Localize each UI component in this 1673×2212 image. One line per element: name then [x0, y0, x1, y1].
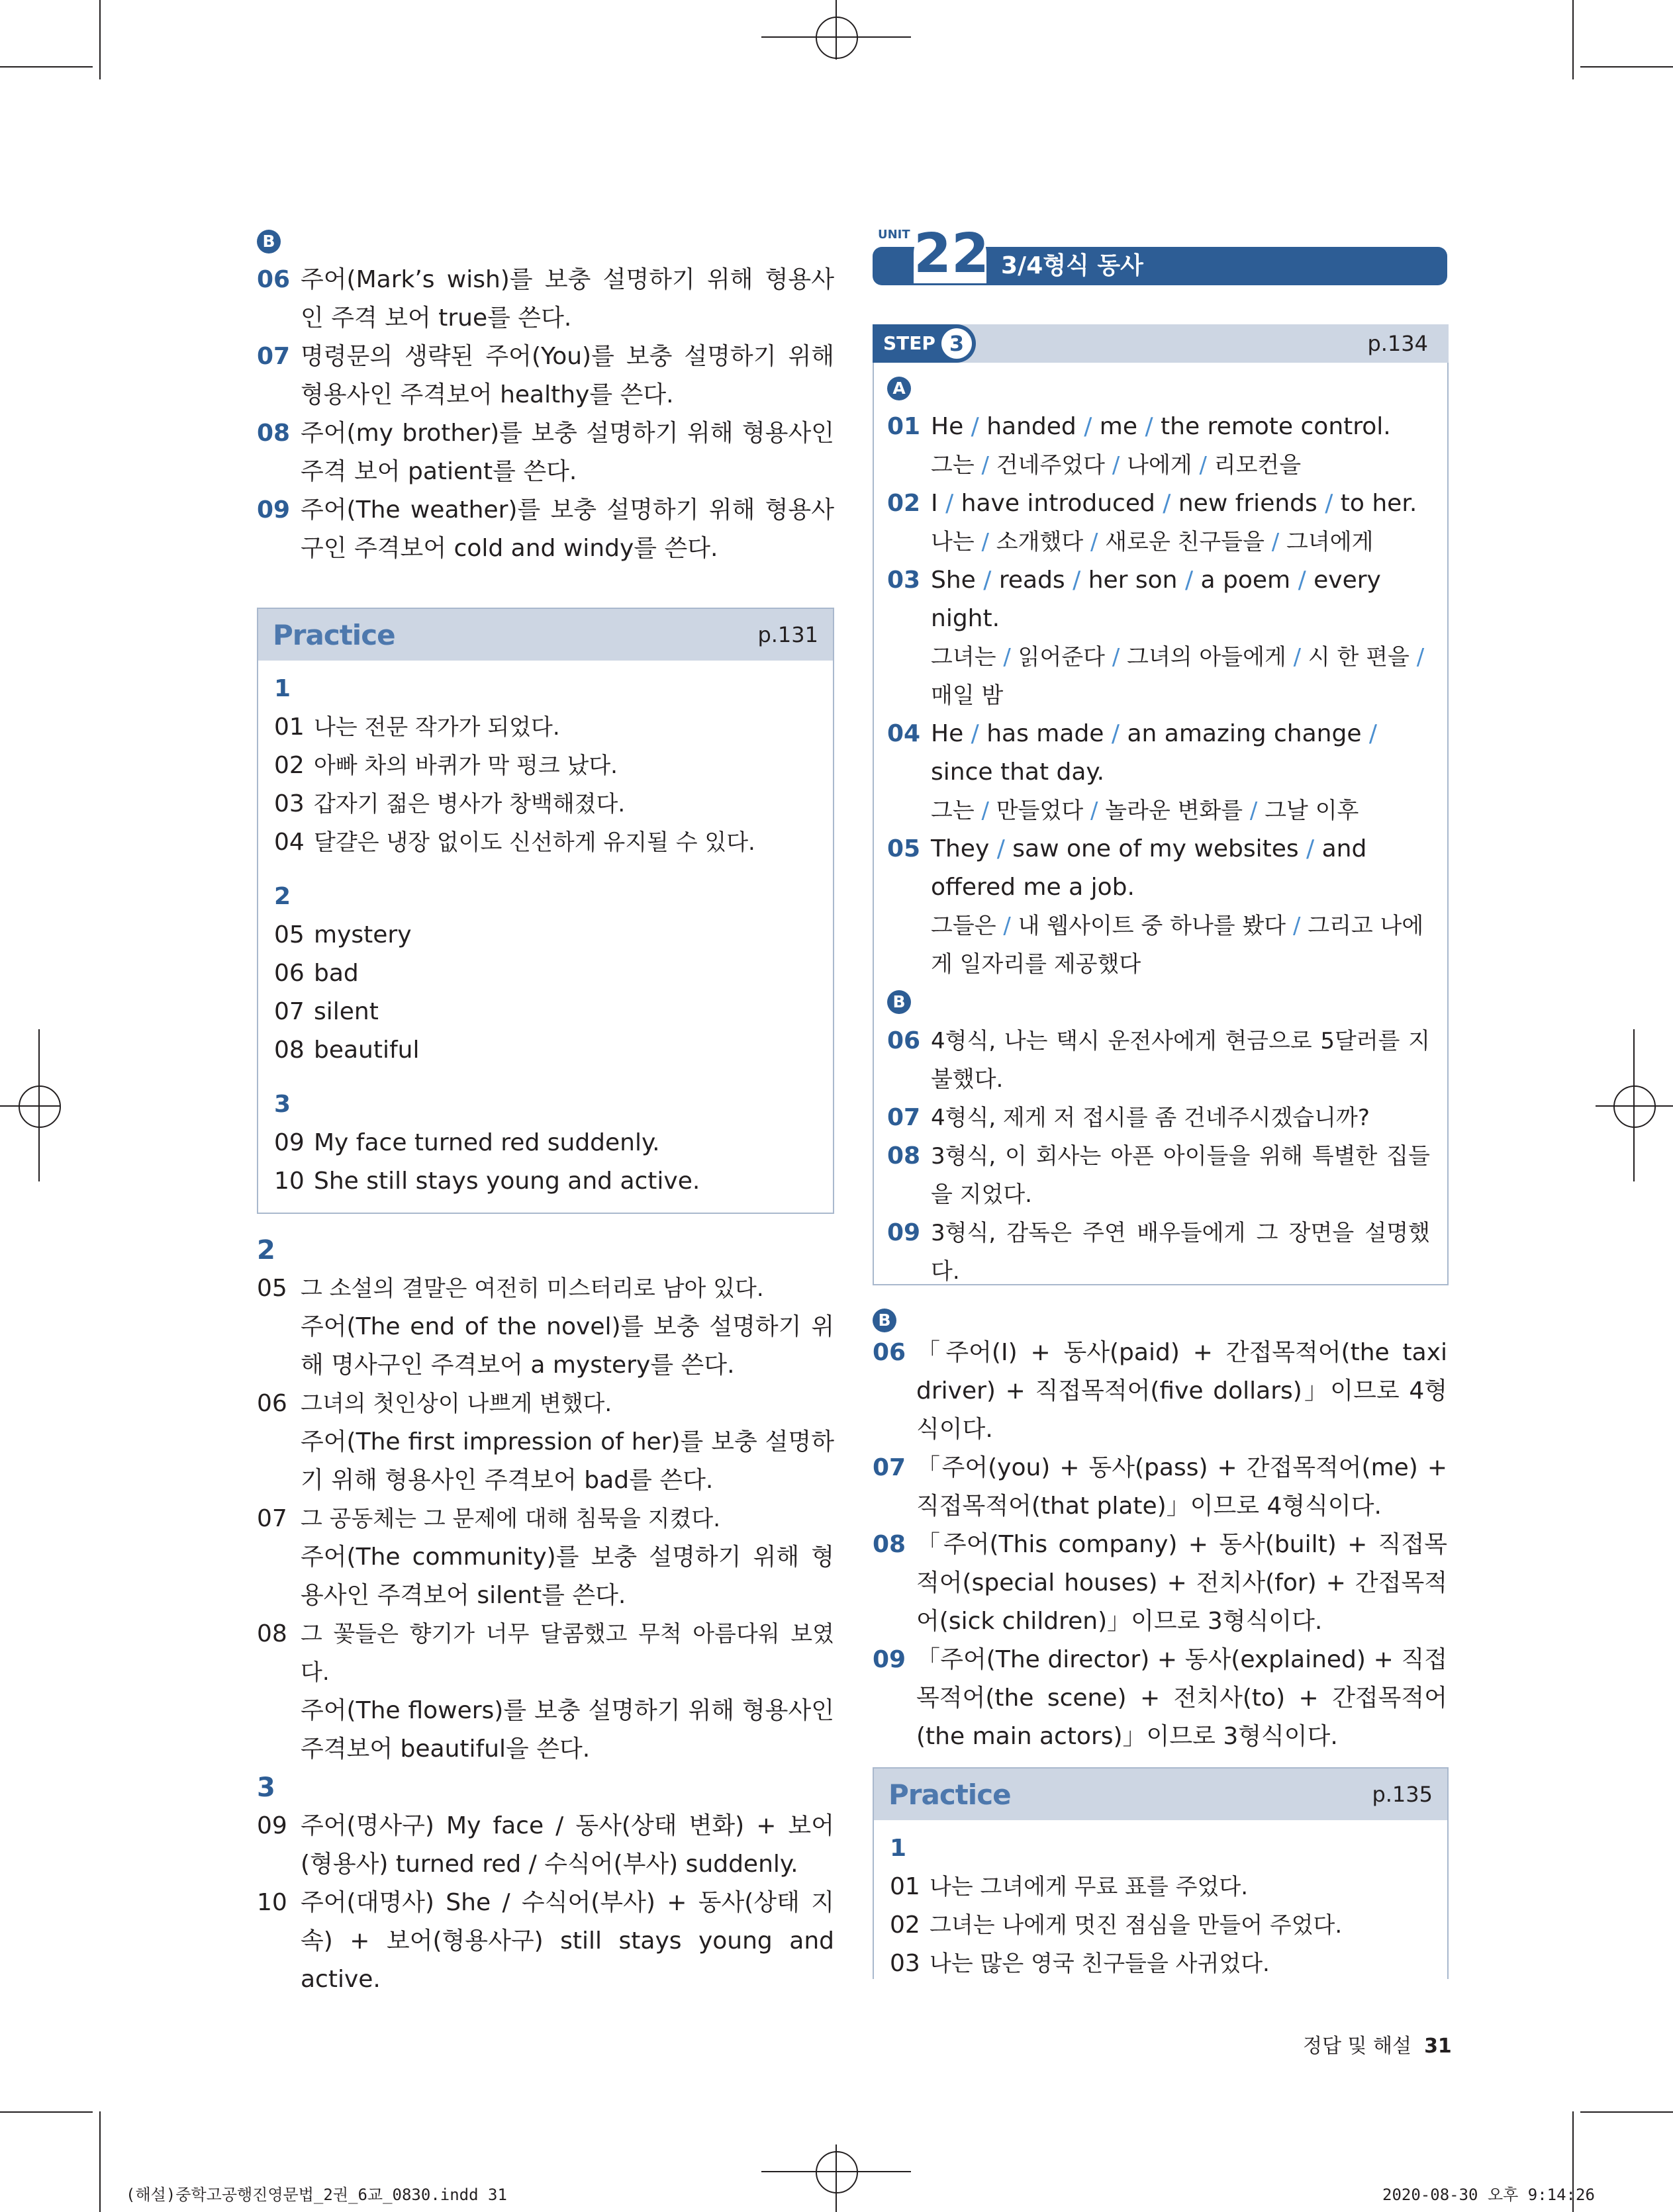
slash-separator: /: [974, 452, 996, 479]
section-a-badge: A: [887, 377, 911, 400]
item-number: 01: [887, 413, 921, 440]
slash-separator: /: [1065, 567, 1088, 594]
slash-separator: /: [1409, 644, 1425, 670]
chunk: 그날 이후: [1265, 798, 1359, 824]
list-item: [274, 747, 817, 785]
korean-translation: [931, 523, 1430, 561]
item-number: 08: [257, 420, 291, 447]
list-item: [887, 1099, 1430, 1137]
list-item: [887, 1022, 1430, 1099]
chunk: handed: [986, 413, 1076, 440]
item-number: 02: [274, 752, 305, 779]
item-text: silent: [314, 998, 379, 1025]
crop-mark: [0, 66, 93, 68]
page-reference: p.134: [1367, 331, 1428, 356]
item-number: 09: [887, 1219, 921, 1246]
section-b-badge: B: [257, 230, 281, 253]
slash-separator: /: [1076, 413, 1100, 440]
slash-separator: /: [1105, 644, 1127, 670]
list-item: [873, 1526, 1447, 1641]
crop-mark: [1580, 2111, 1673, 2113]
section-b-badge: B: [887, 990, 911, 1014]
item-number: 08: [873, 1531, 906, 1558]
list-item: [873, 1641, 1447, 1756]
slash-separator: /: [1083, 529, 1106, 555]
step-number: 3: [941, 328, 972, 359]
item-number: 01: [890, 1873, 920, 1900]
chunk: 새로운 친구들을: [1105, 529, 1265, 555]
chunk: 그녀의 아들에게: [1127, 644, 1286, 670]
list-item: [257, 491, 834, 568]
list-item: [257, 1615, 834, 1769]
chunk: 그녀에게: [1286, 529, 1374, 555]
chunk: 리모컨을: [1214, 452, 1302, 479]
list-item: [257, 1385, 834, 1500]
chunk: her son: [1088, 567, 1178, 594]
item-explanation: 주어(The community)를 보충 설명하기 위해 형용사인 주격보어 silent를 쓴다.: [301, 1544, 834, 1609]
list-item: [873, 1449, 1447, 1526]
list-item: [257, 1807, 834, 1884]
crop-mark: [1572, 0, 1574, 79]
item-number: 06: [887, 1027, 921, 1054]
item-number: 03: [890, 1950, 920, 1977]
english-sentence: [931, 715, 1430, 792]
item-number: 10: [257, 1889, 287, 1916]
practice-body: [874, 1820, 1447, 1983]
item-text: 주어(Mark’s wish)를 보충 설명하기 위해 형용사인 주격 보어 true를 쓴다.: [301, 266, 834, 332]
korean-translation: [931, 446, 1430, 484]
list-item: [887, 408, 1430, 484]
group-number: 2: [274, 883, 291, 910]
slash-separator: /: [974, 798, 996, 824]
chunk: I: [931, 490, 938, 517]
chunk: 만들었다: [996, 798, 1084, 824]
item-text: mystery: [314, 921, 412, 948]
korean-translation: [931, 907, 1430, 984]
korean-translation: [931, 638, 1430, 715]
item-translation: 그녀의 첫인상이 나쁘게 변했다.: [301, 1391, 612, 1417]
b-items-list: [257, 261, 834, 568]
section-b-header: [887, 990, 1430, 1014]
chunk: 그리고 나에게 일자리를 제공했다: [931, 913, 1424, 978]
item-number: 07: [257, 343, 291, 370]
practice-header: [874, 1769, 1447, 1820]
item-number: 04: [887, 720, 921, 747]
page-reference: p.135: [1372, 1782, 1433, 1807]
list-item: [890, 1868, 1431, 1906]
list-item: [274, 1031, 817, 1070]
chunk: every night.: [931, 567, 1381, 632]
slash-separator: /: [989, 835, 1013, 862]
chunk: 나는: [931, 529, 975, 555]
chunk: a poem: [1200, 567, 1291, 594]
item-explanation: 주어(The flowers)를 보충 설명하기 위해 형용사인 주격보어 beautiful을 쓴다.: [301, 1697, 834, 1763]
right-b-section: [873, 1307, 1447, 1756]
list-item: [257, 261, 834, 338]
section-3-label: 3: [257, 1773, 275, 1803]
english-sentence: [931, 561, 1430, 638]
item-number: 05: [274, 921, 305, 948]
item-number: 02: [890, 1912, 920, 1939]
list-item: [257, 1269, 834, 1385]
item-text: 주어(명사구) My face / 동사(상태 변화) + 보어(형용사) turned red / 수식어(부사) suddenly.: [301, 1812, 834, 1878]
slash-separator: /: [975, 567, 999, 594]
slash-separator: /: [937, 490, 961, 517]
slash-separator: /: [1298, 835, 1322, 862]
list-item: [887, 561, 1430, 715]
practice-box-p135: [873, 1767, 1449, 1979]
item-text: 아빠 차의 바퀴가 막 펑크 났다.: [314, 753, 618, 779]
list-item: [274, 1162, 817, 1201]
item-text: 나는 많은 영국 친구들을 사귀었다.: [930, 1951, 1270, 1977]
item-text: 달걀은 냉장 없이도 신선하게 유지될 수 있다.: [314, 829, 755, 856]
section-a-header: [887, 369, 1430, 408]
chunk: new friends: [1178, 490, 1317, 517]
item-text: 「주어(This company) + 동사(built) + 직접목적어(special houses) + 전치사(for) + 간접목적어(sick children)」이므로 3형식이다.: [916, 1531, 1447, 1635]
section-b-header: [873, 1307, 1447, 1334]
registration-line: [836, 0, 837, 60]
item-translation: 그 공동체는 그 문제에 대해 침묵을 지켰다.: [301, 1506, 720, 1532]
item-text: beautiful: [314, 1037, 420, 1064]
item-translation: 그 소설의 결말은 여전히 미스터리로 남아 있다.: [301, 1275, 764, 1302]
chunk: 읽어준다: [1018, 644, 1106, 670]
slash-separator: /: [1290, 567, 1314, 594]
list-item: [873, 1334, 1447, 1449]
practice-box-p131: [257, 608, 834, 1214]
list-item: [887, 484, 1430, 561]
slash-separator: /: [1243, 798, 1265, 824]
a-items-list: [887, 408, 1430, 984]
crop-mark: [99, 0, 101, 79]
footer-label: 정답 및 해설: [1303, 2035, 1411, 2058]
chunk: 내 웹사이트 중 하나를 봤다: [1018, 913, 1286, 939]
item-number: 07: [887, 1104, 921, 1131]
item-text: 갑자기 젊은 병사가 창백해졌다.: [314, 791, 626, 817]
list-item: [257, 1884, 834, 1999]
item-number: 01: [274, 714, 305, 741]
item-text: 「주어(I) + 동사(paid) + 간접목적어(the taxi driver) + 직접목적어(five dollars)」이므로 4형식이다.: [916, 1339, 1447, 1443]
item-number: 03: [887, 567, 921, 594]
item-number: 08: [257, 1620, 287, 1647]
chunk: 그들은: [931, 913, 996, 939]
chunk: 그는: [931, 452, 975, 479]
item-number: 09: [274, 1129, 305, 1156]
chunk: the remote control.: [1161, 413, 1391, 440]
list-item: [887, 1137, 1430, 1214]
chunk: 그녀는: [931, 644, 996, 670]
slash-separator: /: [963, 413, 987, 440]
slash-separator: /: [1177, 567, 1201, 594]
slash-separator: /: [963, 720, 987, 747]
item-text: 명령문의 생략된 주어(You)를 보충 설명하기 위해 형용사인 주격보어 healthy를 쓴다.: [301, 343, 834, 408]
slash-separator: /: [1361, 720, 1378, 747]
item-number: 03: [274, 790, 305, 817]
slash-separator: /: [1083, 798, 1106, 824]
list-item: [274, 916, 817, 954]
registration-mark: [816, 2151, 858, 2193]
item-text: 「주어(you) + 동사(pass) + 간접목적어(me) + 직접목적어(that plate)」이므로 4형식이다.: [916, 1454, 1447, 1520]
group-number: 3: [274, 1091, 291, 1118]
item-text: 3형식, 감독은 주연 배우들에게 그 장면을 설명했다.: [931, 1220, 1430, 1285]
item-number: 07: [274, 998, 305, 1025]
unit-number: 22: [914, 222, 990, 285]
section-b-header: [257, 222, 834, 261]
chunk: an amazing change: [1127, 720, 1362, 747]
item-number: 06: [274, 960, 305, 987]
item-text: 주어(대명사) She / 수식어(부사) + 동사(상태 지속) + 보어(형용사구) still stays young and active.: [301, 1889, 834, 1993]
chunk: have introduced: [961, 490, 1155, 517]
item-number: 07: [257, 1505, 287, 1532]
item-text: 그녀는 나에게 멋진 점심을 만들어 주었다.: [930, 1912, 1343, 1939]
slash-separator: /: [1105, 452, 1127, 479]
list-item: [274, 708, 817, 747]
chunk: reads: [998, 567, 1065, 594]
item-translation: 그 꽃들은 향기가 너무 달콤했고 무척 아름다워 보였다.: [301, 1621, 834, 1686]
english-sentence: [931, 484, 1430, 523]
item-number: 09: [257, 1812, 287, 1839]
crop-mark: [99, 2111, 101, 2212]
registration-mark: [1613, 1085, 1656, 1128]
crop-mark: [1580, 66, 1673, 68]
chunk: 놀라운 변화를: [1105, 798, 1243, 824]
item-text: 나는 전문 작가가 되었다.: [314, 714, 560, 741]
english-sentence: [931, 830, 1430, 907]
chunk: 나에게: [1127, 452, 1192, 479]
slash-separator: /: [1286, 913, 1308, 939]
list-item: [274, 1124, 817, 1162]
chunk: and offered me a job.: [931, 835, 1367, 901]
practice-header: [258, 609, 833, 661]
chunk: to her.: [1340, 490, 1417, 517]
korean-translation: [931, 792, 1430, 830]
item-text: My face turned red suddenly.: [314, 1129, 660, 1156]
item-number: 09: [873, 1646, 906, 1673]
chunk: 건네주었다: [996, 452, 1106, 479]
section-b-badge: B: [873, 1309, 896, 1332]
registration-line: [0, 1105, 60, 1107]
slash-separator: /: [1137, 413, 1161, 440]
chunk: 시 한 편을: [1308, 644, 1410, 670]
step-3-content: [887, 369, 1430, 1291]
step-label: STEP: [883, 332, 935, 354]
item-number: 06: [873, 1339, 906, 1366]
list-item: [887, 715, 1430, 830]
left-lower-column: [257, 1231, 834, 1999]
chunk: since that day.: [931, 759, 1105, 786]
chunk: has made: [986, 720, 1104, 747]
item-explanation: 주어(The first impression of her)를 보충 설명하기 위해 형용사인 주격보어 bad를 쓴다.: [301, 1428, 834, 1494]
practice-logo: Practice: [888, 1778, 1011, 1811]
page-number: 31: [1424, 2035, 1452, 2058]
chunk: 소개했다: [996, 529, 1084, 555]
item-number: 06: [257, 266, 291, 293]
item-number: 06: [257, 1390, 287, 1417]
chunk: 매일 밤: [931, 682, 1004, 709]
chunk: saw one of my websites: [1012, 835, 1299, 862]
item-number: 10: [274, 1168, 305, 1195]
registration-line: [836, 2144, 837, 2212]
item-number: 05: [887, 835, 921, 862]
item-number: 08: [274, 1037, 305, 1064]
list-item: [274, 954, 817, 993]
practice-logo: Practice: [273, 618, 395, 651]
unit-title: 3/4형식 동사: [1001, 252, 1143, 279]
item-text: 주어(my brother)를 보충 설명하기 위해 형용사인 주격 보어 patient를 쓴다.: [301, 420, 834, 485]
group-number: 1: [274, 675, 291, 702]
slash-separator: /: [1264, 529, 1287, 555]
slash-separator: /: [996, 913, 1018, 939]
item-text: 4형식, 나는 택시 운전사에게 현금으로 5달러를 지불했다.: [931, 1028, 1430, 1093]
section-2-label: 2: [257, 1235, 275, 1266]
item-explanation: 주어(The end of the novel)를 보충 설명하기 위해 명사구인 주격보어 a mystery를 쓴다.: [301, 1313, 834, 1379]
page-footer: [1303, 2029, 1452, 2058]
slash-separator: /: [1192, 452, 1214, 479]
page-reference: p.131: [757, 622, 818, 647]
chunk: me: [1099, 413, 1138, 440]
slash-separator: /: [996, 644, 1018, 670]
slash-separator: /: [1286, 644, 1308, 670]
item-number: 08: [887, 1142, 921, 1170]
registration-line: [38, 1029, 40, 1181]
crop-mark: [0, 2111, 93, 2113]
practice-body: [258, 661, 833, 1201]
item-text: 「주어(The director) + 동사(explained) + 직접목적어(the scene) + 전치사(to) + 간접목적어(the main actors)」이므로 3형식이다.: [916, 1646, 1447, 1750]
chunk: She: [931, 567, 976, 594]
item-number: 02: [887, 490, 921, 517]
list-item: [257, 1500, 834, 1615]
slug-filename: (해설)중학고공행진영문법_2권_6교_0830.indd 31: [126, 2186, 507, 2204]
item-text: bad: [314, 960, 359, 987]
list-item: [274, 785, 817, 823]
registration-mark: [816, 17, 858, 59]
list-item: [887, 1214, 1430, 1291]
item-number: 05: [257, 1275, 287, 1302]
list-item: [257, 414, 834, 491]
item-text: She still stays young and active.: [314, 1168, 700, 1195]
slug-date: 2020-08-30 오후 9:14:26: [1382, 2186, 1595, 2204]
list-item: [887, 830, 1430, 984]
chunk: He: [931, 720, 964, 747]
registration-line: [1633, 1029, 1635, 1181]
item-number: 07: [873, 1454, 906, 1481]
unit-label: UNIT: [878, 228, 910, 242]
item-text: 주어(The weather)를 보충 설명하기 위해 형용사구인 주격보어 cold and windy를 쓴다.: [301, 496, 834, 562]
chunk: They: [931, 835, 990, 862]
chunk: 그는: [931, 798, 975, 824]
item-text: 4형식, 제게 저 접시를 좀 건네주시겠습니까?: [931, 1105, 1370, 1131]
list-item: [257, 338, 834, 414]
item-number: 09: [257, 496, 291, 524]
list-item: [274, 993, 817, 1031]
slash-separator: /: [1317, 490, 1341, 517]
item-number: 04: [274, 829, 305, 856]
group-number: 1: [890, 1835, 907, 1862]
english-sentence: [931, 408, 1430, 446]
slash-separator: /: [974, 529, 996, 555]
item-text: 3형식, 이 회사는 아픈 아이들을 위해 특별한 집들을 지었다.: [931, 1143, 1430, 1208]
item-text: 나는 그녀에게 무료 표를 주었다.: [930, 1874, 1249, 1900]
list-item: [890, 1945, 1431, 1983]
chunk: He: [931, 413, 964, 440]
slash-separator: /: [1104, 720, 1127, 747]
registration-mark: [19, 1085, 61, 1128]
list-item: [890, 1906, 1431, 1945]
list-item: [274, 823, 817, 862]
slash-separator: /: [1155, 490, 1178, 517]
left-column: [257, 222, 834, 568]
